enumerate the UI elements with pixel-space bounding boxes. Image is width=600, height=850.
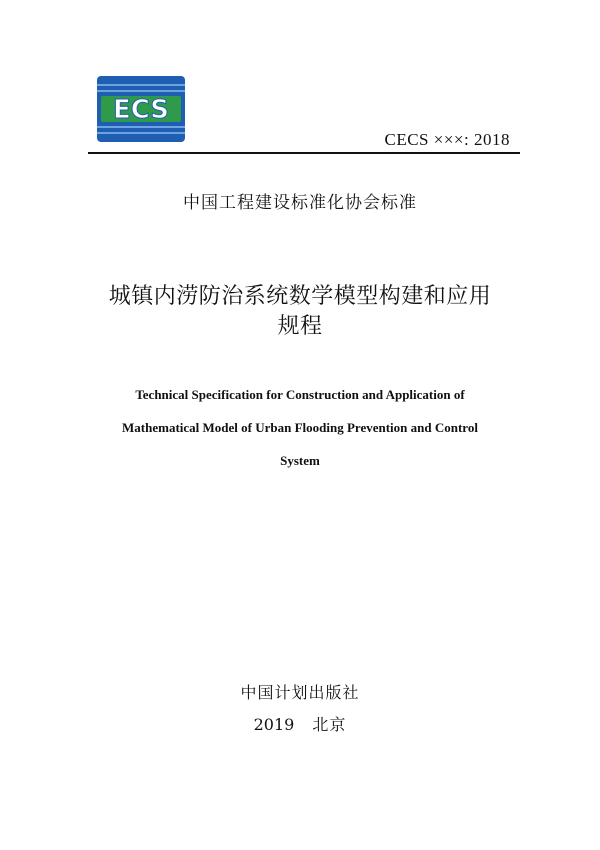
association-name: 中国工程建设标准化协会标准 [183,193,417,213]
english-title-line-2: Mathematical Model of Urban Flooding Prevention and Control [122,420,478,435]
ecs-logo [97,76,185,142]
standard-code: CECS ×××: 2018 [384,130,510,149]
english-title [70,378,530,477]
chinese-title-line-2: 规程 [277,314,323,339]
publisher-name: 中国计划出版社 [240,683,360,702]
publication-info [0,712,600,735]
english-title-line-3: System [280,453,320,468]
publication-city: 北京 [312,715,347,734]
publication-year: 2019 [253,715,295,734]
header-rule [88,152,520,154]
ecs-logo-graphic [97,76,185,142]
chinese-title-line-1: 城镇内涝防治系统数学模型构建和应用 [108,284,492,309]
english-title-line-1: Technical Specification for Construction and Application of [135,387,465,402]
chinese-title [60,282,540,342]
logo-letters: ECS [112,95,170,125]
